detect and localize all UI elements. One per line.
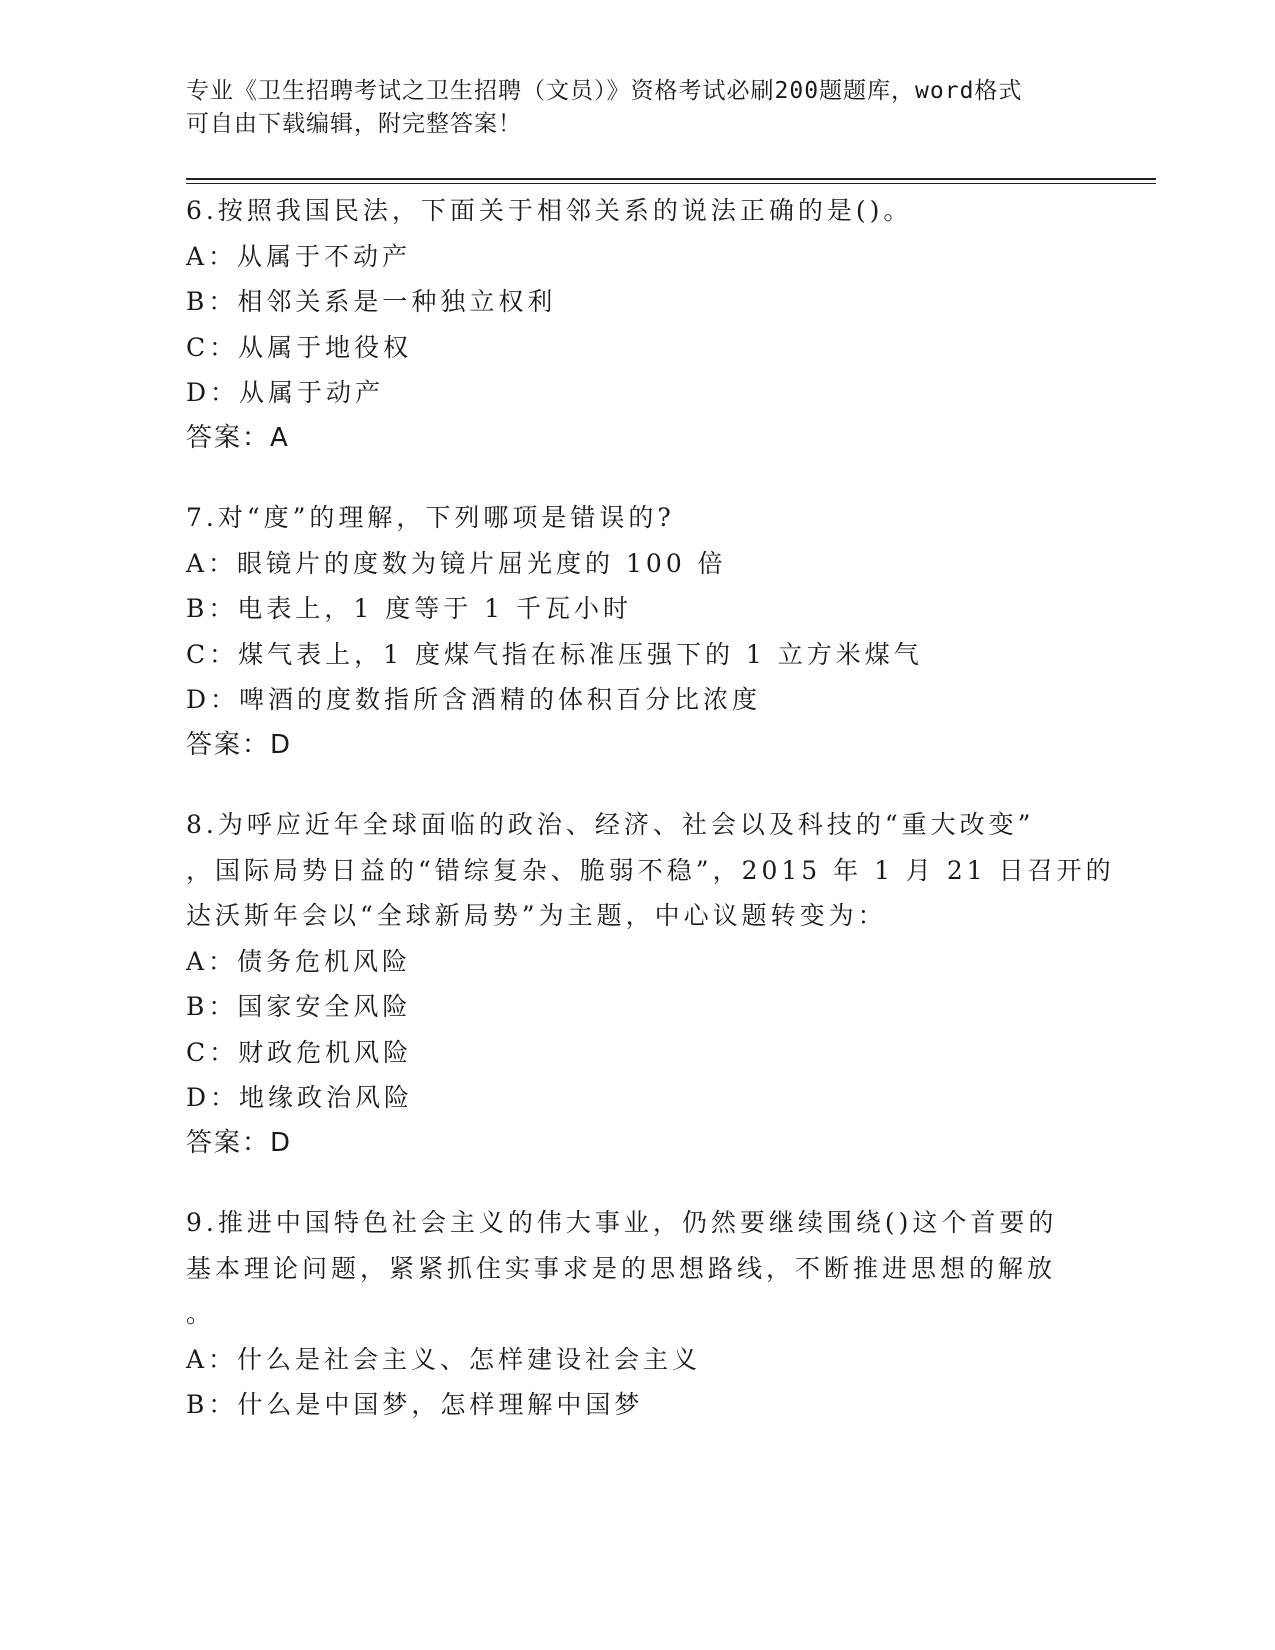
- option-a: A：债务危机风险: [186, 946, 412, 976]
- option-c: C：煤气表上，1 度煤气指在标准压强下的 1 立方米煤气: [186, 639, 923, 669]
- question-stem-line: 8.为呼应近年全球面临的政治、经济、社会以及科技的“重大改变”: [186, 810, 1035, 839]
- question-stem-line: 基本理论问题，紧紧抓住实事求是的思想路线，不断推进思想的解放: [186, 1253, 1057, 1283]
- option-a: A：从属于不动产: [186, 241, 412, 271]
- header-line-2: 可自由下载编辑，附完整答案！: [186, 111, 522, 137]
- header-rule-thin: [186, 183, 1156, 184]
- question-9: [186, 1200, 1086, 1428]
- option-c: C：财政危机风险: [186, 1037, 413, 1067]
- option-a: A：眼镜片的度数为镜片屈光度的 100 倍: [186, 548, 727, 578]
- option-d: D：从属于动产: [186, 378, 385, 407]
- answer-line: 答案：A: [186, 422, 290, 453]
- question-6: [186, 188, 1086, 461]
- question-stem-line: 9.推进中国特色社会主义的伟大事业，仍然要继续围绕()这个首要的: [186, 1208, 1058, 1237]
- option-c: C：从属于地役权: [186, 332, 413, 362]
- option-b: B：电表上，1 度等于 1 千瓦小时: [186, 594, 633, 623]
- question-list: [186, 188, 1115, 1462]
- question-stem-line: 。: [186, 1299, 216, 1328]
- option-b: B：相邻关系是一种独立权利: [186, 287, 557, 316]
- answer-line: 答案：D: [186, 729, 293, 760]
- answer-line: 答案：D: [186, 1127, 293, 1158]
- question-7: [186, 495, 1086, 768]
- question-stem-line: 达沃斯年会以“全球新局势”为主题，中心议题转变为：: [186, 901, 887, 930]
- question-stem-line: ，国际局势日益的“错综复杂、脆弱不稳”，2015 年 1 月 21 日召开的: [186, 855, 1115, 885]
- question-8: [186, 802, 1115, 1166]
- option-d: D：地缘政治风险: [186, 1083, 414, 1112]
- question-stem-line: 6.按照我国民法，下面关于相邻关系的说法正确的是()。: [186, 196, 913, 225]
- document-header: [186, 75, 1086, 141]
- header-line-1: 专业《卫生招聘考试之卫生招聘（文员）》资格考试必刷200题题库，word格式: [186, 78, 1023, 104]
- header-rule-thick: [186, 178, 1156, 180]
- option-b: B：什么是中国梦，怎样理解中国梦: [186, 1390, 644, 1419]
- option-b: B：国家安全风险: [186, 992, 412, 1021]
- question-stem-line: 7.对“度”的理解，下列哪项是错误的?: [186, 503, 675, 532]
- option-a: A：什么是社会主义、怎样建设社会主义: [186, 1344, 702, 1374]
- option-d: D：啤酒的度数指所含酒精的体积百分比浓度: [186, 685, 762, 714]
